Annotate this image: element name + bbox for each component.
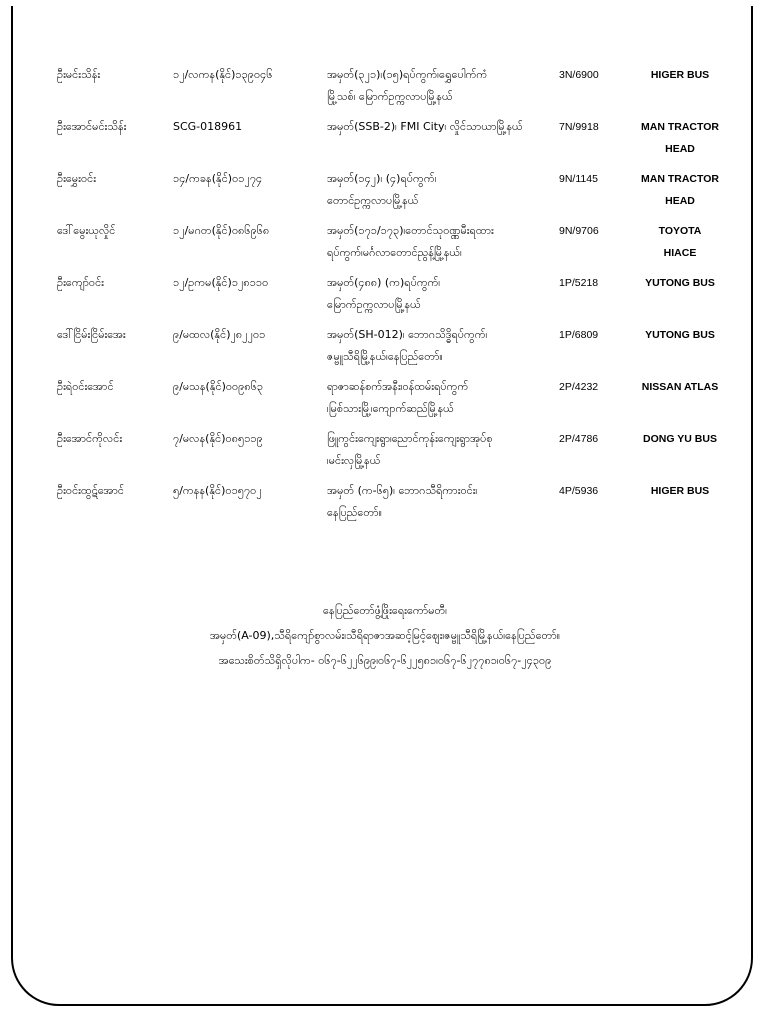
- owner-id: ၁၂/လကန(နိုင်)၁၃၉၀၄၆: [173, 68, 273, 81]
- address-line: ဖြူကွင်းကျေးရွာ၊ညောင်ကုန်းကျေးရွာအုပ်စု: [327, 432, 493, 445]
- owner-id: ၇/မလန(နိုင်)၀၈၅၁၁၉: [173, 432, 263, 445]
- vehicle-plate: 2P/4232: [559, 381, 599, 393]
- vehicle-type-line: MAN TRACTOR: [641, 121, 719, 133]
- owner-address: [327, 64, 547, 108]
- vehicle-plate: 4P/5936: [559, 485, 599, 497]
- address-line: အမှတ်(၁၇၁/၁၇၃)၊တောင်သုဝဏ္ဏမီးရထား: [327, 224, 494, 237]
- table-row: [57, 116, 737, 168]
- vehicle-type-line: HIACE: [663, 247, 697, 259]
- vehicle-type: [635, 376, 725, 398]
- address-line: တောင်ဥက္ကလာပမြို့နယ်: [327, 194, 419, 207]
- owner-name: ဦးဝင်းထွဋ်အောင်: [57, 484, 124, 497]
- vehicle-type-line: NISSAN ATLAS: [641, 381, 719, 393]
- vehicle-type: [635, 168, 725, 212]
- owner-id: ၁၂/မဂတ(နိုင်)၀၈၆၉၆၈: [173, 224, 270, 237]
- owner-id: ၉/မသန(နိုင်)၀၀၉၈၆၃: [173, 380, 264, 393]
- record-list: [57, 64, 737, 532]
- owner-address: [327, 220, 547, 264]
- table-row: [57, 272, 737, 324]
- footer: [60, 598, 710, 673]
- vehicle-type-line: YUTONG BUS: [645, 277, 715, 289]
- owner-name: ဦးမင်းသိန်း: [57, 68, 101, 81]
- owner-address: [327, 376, 547, 420]
- address-line: မြောက်ဥက္ကလာပမြို့နယ်: [327, 298, 421, 311]
- owner-name: ဒေါ်မွေးယုလှိုင်: [57, 224, 116, 237]
- vehicle-plate: 7N/9918: [559, 121, 599, 133]
- owner-id: ၁၂/ဥကမ(နိုင်)၁၂၈၁၁၀: [173, 276, 269, 289]
- vehicle-type: [635, 272, 725, 294]
- table-row: [57, 480, 737, 532]
- owner-name: ဦးအောင်ကိုလင်း: [57, 432, 123, 445]
- vehicle-plate: 3N/6900: [559, 69, 599, 81]
- address-line: အမှတ်(၁၄၂)၊ (၄)ရပ်ကွက်၊: [327, 172, 437, 185]
- owner-name: ဒေါ်ငြိမ်းငြိမ်းအေး: [57, 328, 126, 341]
- owner-address: [327, 116, 547, 138]
- vehicle-type: [635, 428, 725, 450]
- vehicle-type-line: HEAD: [665, 195, 695, 207]
- owner-name: ဦးမွှေးဝင်း: [57, 172, 97, 185]
- address-line: အမှတ်(၃၂၁)၊(၁၅)ရပ်ကွက်၊ရွှေပေါက်ကံ: [327, 68, 488, 81]
- vehicle-type: [635, 324, 725, 346]
- address-line: နေပြည်တော်။: [327, 506, 382, 519]
- vehicle-plate: 1P/5218: [559, 277, 599, 289]
- vehicle-type-line: HIGER BUS: [650, 69, 710, 81]
- address-line: အမှတ်(SH-012)၊ ဘောဂသိဒ္ဓိရပ်ကွက်၊: [327, 328, 488, 341]
- vehicle-type-line: HEAD: [665, 143, 695, 155]
- vehicle-type-line: DONG YU BUS: [643, 433, 717, 445]
- vehicle-type-line: YUTONG BUS: [645, 329, 715, 341]
- address-line: အမှတ်(SSB-2)၊ FMI City၊ လှိုင်သာယာမြို့နယ်: [327, 120, 523, 133]
- vehicle-type-line: MAN TRACTOR: [641, 173, 719, 185]
- owner-address: [327, 480, 547, 524]
- footer-address: အမှတ်(A-09),သီရိကျော်စွာလမ်း၊သီရိရာဇာအဆင့်မြင့်ဈေး၊ဇမ္ဗူသီရိမြို့နယ်၊နေပြည်တော်။: [209, 629, 561, 642]
- vehicle-type-line: HIGER BUS: [650, 485, 710, 497]
- table-row: [57, 220, 737, 272]
- vehicle-plate: 9N/9706: [559, 225, 599, 237]
- vehicle-type: [635, 480, 725, 502]
- vehicle-plate: 2P/4786: [559, 433, 599, 445]
- owner-name: ဦးရဲဝင်းအောင်: [57, 380, 114, 393]
- address-line: အမှတ်(၄၈၈) (က)ရပ်ကွက်၊: [327, 276, 441, 289]
- address-line: ၊မြစ်သားမြို့၊ကျောက်ဆည်မြို့နယ်: [327, 402, 454, 415]
- table-row: [57, 64, 737, 116]
- vehicle-plate: 9N/1145: [559, 173, 598, 185]
- footer-office: နေပြည်တော်ဖွံ့ဖြိုးရေးကော်မတီ၊: [323, 604, 447, 617]
- owner-name: ဦးကျော်ဝင်း: [57, 276, 104, 289]
- address-line: ရာဇာဆန်စက်အနီး၊ဝန်ထမ်းရပ်ကွက်: [327, 380, 469, 393]
- owner-address: [327, 272, 547, 316]
- table-row: [57, 428, 737, 480]
- address-line: ရပ်ကွက်၊မင်္ဂလာတောင်ညွန့်မြို့နယ်၊: [327, 246, 462, 259]
- owner-address: [327, 324, 547, 368]
- address-line: အမှတ် (က-၆၅)၊ ဘောဂသီရိကားဝင်း၊: [327, 484, 478, 497]
- owner-id: ၅/ကနန(နိုင်)၀၁၅၇၀၂: [173, 484, 262, 497]
- address-line: ၊မင်းလှမြို့နယ်: [327, 454, 381, 467]
- vehicle-type: [635, 64, 725, 86]
- vehicle-plate: 1P/6809: [559, 329, 599, 341]
- owner-id: SCG-018961: [173, 120, 243, 133]
- owner-address: [327, 168, 547, 212]
- table-row: [57, 168, 737, 220]
- address-line: မြို့သစ်၊ မြောက်ဥက္ကလာပမြို့နယ်: [327, 90, 453, 103]
- owner-id: ၁၄/ကခန(နိုင်)၀၁၂၇၄: [173, 172, 263, 185]
- address-line: ဇမ္ဗူသီရိမြို့နယ်၊နေပြည်တော်။: [327, 350, 443, 363]
- footer-contact: အသေးစိတ်သိရှိလိုပါက- ၀၆၇-၆၂၂၆၉၉၊၀၆၇-၆၂၂၅၈၁၊၀၆၇-၆၂၇၇၈၁၊၀၆၇-၂၄၃၀၉: [218, 654, 552, 667]
- table-row: [57, 324, 737, 376]
- table-row: [57, 376, 737, 428]
- owner-address: [327, 428, 547, 472]
- vehicle-type-line: TOYOTA: [658, 225, 702, 237]
- vehicle-type: [635, 220, 725, 264]
- owner-name: ဦးအောင်မင်းသိန်း: [57, 120, 127, 133]
- owner-id: ၉/မထလ(နိုင်)၂၈၂၂၀၁: [173, 328, 266, 341]
- vehicle-type: [635, 116, 725, 160]
